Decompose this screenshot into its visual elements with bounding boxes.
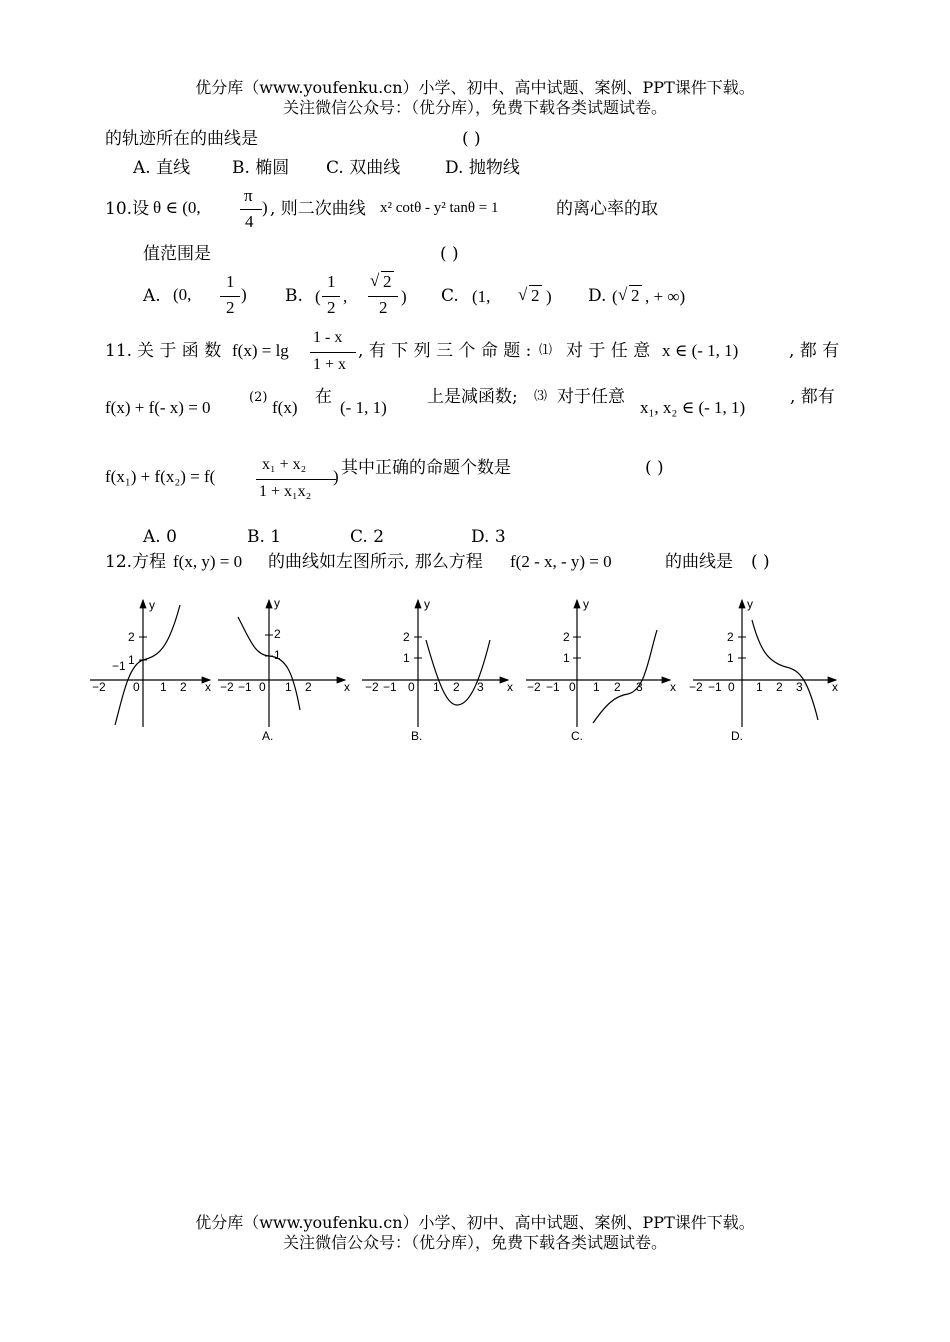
q9-answer-paren: ( ) (462, 129, 481, 149)
q11-after: , 有 下 列 三 个 命 题 : (358, 341, 532, 361)
svg-text:−1: −1 (383, 680, 397, 694)
q10-option-a-bar (220, 296, 240, 297)
svg-text:2: 2 (563, 630, 570, 644)
q12-eq1: f(x, y) = 0 (173, 552, 243, 571)
svg-text:0: 0 (259, 680, 266, 694)
q11-p2-interval: (- 1, 1) (340, 398, 387, 417)
q10-suffix: 的离心率的取 (556, 199, 658, 219)
svg-text:D.: D. (731, 729, 743, 743)
graph-option-c (526, 600, 670, 727)
q11-answer-paren: ( ) (645, 458, 664, 478)
svg-text:C.: C. (571, 729, 583, 743)
svg-text:B.: B. (411, 729, 423, 743)
q11-line3-bar (256, 479, 336, 480)
q10-option-a-num: 1 (226, 272, 235, 291)
svg-text:2: 2 (776, 680, 783, 694)
q11-frac-den: 1 + x (313, 356, 347, 373)
q10-four: 4 (245, 212, 254, 231)
q11-line3-close: ) (333, 467, 339, 486)
q12-t3: 的曲线是 (665, 552, 733, 572)
q10-number: 10. (105, 199, 133, 219)
svg-text:x: x (205, 680, 211, 694)
q12-graphs (0, 590, 950, 750)
q9-option-a: A. 直线 (133, 158, 191, 178)
q11-option-a: A. 0 (143, 527, 177, 547)
q10-option-c-close: ) (546, 287, 552, 306)
q10-mid: , 则二次曲线 (270, 199, 366, 219)
q11-option-b: B. 1 (247, 527, 282, 547)
graph-option-d (693, 600, 836, 727)
svg-text:x: x (832, 680, 838, 694)
q10-equation: x² cotθ - y² tanθ = 1 (380, 200, 499, 216)
q11-p1: 对 于 任 意 (566, 341, 651, 361)
svg-text:0: 0 (728, 680, 735, 694)
q10-pi: π (244, 186, 253, 205)
svg-text:−1: −1 (238, 680, 252, 694)
svg-text:−1: −1 (112, 659, 126, 673)
q10-option-b-comma: , (343, 287, 348, 306)
graph-option-a (218, 600, 345, 727)
svg-text:−2: −2 (92, 680, 106, 694)
svg-text:1: 1 (563, 651, 570, 665)
q10-option-c-rad: 2 (531, 286, 540, 305)
svg-text:x: x (670, 680, 676, 694)
q12-answer-paren: ( ) (751, 552, 770, 572)
svg-text:x: x (344, 680, 350, 694)
svg-text:1: 1 (274, 648, 281, 662)
q10-option-d-rad: 2 (631, 286, 640, 305)
svg-text:2: 2 (305, 680, 312, 694)
q10-option-c-sqrt-sign: √ (518, 285, 528, 304)
q11-number: 11. (105, 341, 133, 361)
q11-p1-mark: ⑴ (539, 343, 553, 358)
q11-frac-bar (310, 352, 356, 353)
q9-stem: 的轨迹所在的曲线是 (105, 129, 258, 149)
q11-p2-tail: 上是减函数; (427, 387, 518, 407)
svg-text:−2: −2 (689, 680, 703, 694)
q10-option-c-label: C. (441, 286, 459, 306)
q11-p2-fx: f(x) (272, 398, 298, 417)
svg-text:2: 2 (128, 630, 135, 644)
svg-text:2: 2 (403, 630, 410, 644)
q12-t1: 方程 (132, 552, 166, 572)
q11-p1-tail: , 都 有 (789, 341, 840, 361)
svg-text:A.: A. (262, 729, 274, 743)
q11-intro: 关 于 函 数 (137, 341, 222, 361)
q11-line3-tail: 其中正确的命题个数是 (341, 458, 511, 478)
svg-text:2: 2 (274, 627, 281, 641)
q10-prefix: 设 (132, 199, 149, 219)
q10-option-b-open: ( (315, 287, 321, 306)
q11-line3-den: 1 + x₁x₂ (259, 483, 312, 500)
q10-option-b-bar2 (368, 296, 398, 297)
svg-text:1: 1 (433, 680, 440, 694)
svg-text:1: 1 (128, 653, 135, 667)
q11-option-d: D. 3 (471, 527, 506, 547)
svg-text:y: y (424, 597, 430, 611)
q9-option-c: C. 双曲线 (326, 158, 401, 178)
q9-option-d: D. 抛物线 (445, 158, 520, 178)
svg-text:y: y (583, 597, 589, 611)
q10-fraction-bar (240, 209, 262, 210)
svg-text:−1: −1 (546, 680, 560, 694)
q11-p2-in: 在 (315, 387, 332, 407)
svg-text:2: 2 (453, 680, 460, 694)
svg-text:3: 3 (636, 680, 643, 694)
q11-option-c: C. 2 (350, 527, 385, 547)
q11-p1-math: x ∈ (- 1, 1) (662, 341, 739, 360)
q12-number: 12. (105, 552, 133, 572)
q10-theta-range: θ ∈ (0, (153, 198, 201, 217)
q11-p3-vars: x₁, x₂ ∈ (- 1, 1) (640, 398, 746, 417)
svg-text:3: 3 (477, 680, 484, 694)
q11-p3-mark: ⑶ (534, 389, 548, 404)
svg-text:0: 0 (408, 680, 415, 694)
q10-option-d-open: ( (612, 287, 618, 306)
q10-option-a-label: A. (143, 286, 161, 306)
svg-text:y: y (149, 598, 155, 612)
q10-option-b-den2: 2 (379, 298, 388, 317)
q10-option-b-num: 1 (327, 272, 336, 291)
footer-line-1: 优分库（www.youfenku.cn）小学、初中、高中试题、案例、PPT课件下载。 (195, 1213, 755, 1232)
q10-option-a-den: 2 (226, 298, 235, 317)
svg-text:2: 2 (727, 630, 734, 644)
q10-option-c-open: (1, (472, 287, 491, 306)
q10-option-d-label: D. (588, 286, 607, 306)
svg-text:1: 1 (285, 680, 292, 694)
q10-option-d-tail: , + ∞) (645, 287, 686, 306)
svg-text:y: y (274, 596, 280, 610)
q12-t2: 的曲线如左图所示, 那么方程 (268, 552, 483, 572)
q10-line2: 值范围是 (143, 244, 211, 264)
svg-text:x: x (507, 680, 513, 694)
q10-close: ) (262, 198, 268, 217)
q11-fx: f(x) = lg (232, 341, 289, 360)
q11-line3-num: x₁ + x₂ (262, 456, 307, 473)
q11-line3-left: f(x₁) + f(x₂) = f( (105, 467, 216, 486)
q10-option-b-bar1 (322, 296, 340, 297)
q11-p3: 对于任意 (557, 387, 625, 407)
graph-original (90, 600, 210, 727)
q12-eq2: f(2 - x, - y) = 0 (510, 552, 612, 571)
q10-option-b-rad: 2 (383, 272, 392, 291)
svg-text:0: 0 (133, 680, 140, 694)
q10-option-b-close: ) (401, 287, 407, 306)
q10-answer-paren: ( ) (440, 244, 459, 264)
svg-text:−2: −2 (365, 680, 379, 694)
svg-text:2: 2 (180, 680, 187, 694)
svg-text:2: 2 (614, 680, 621, 694)
svg-text:0: 0 (569, 680, 576, 694)
svg-text:1: 1 (403, 651, 410, 665)
footer-line-2: 关注微信公众号：（优分库），免费下载各类试题试卷。 (282, 1233, 667, 1252)
header-line-2: 关注微信公众号：（优分库），免费下载各类试题试卷。 (282, 98, 667, 117)
svg-text:y: y (747, 597, 753, 611)
header-line-1: 优分库（www.youfenku.cn）小学、初中、高中试题、案例、PPT课件下载。 (195, 78, 755, 97)
q10-option-a-close: ) (241, 285, 247, 304)
q11-p2-mark: (2) (249, 390, 268, 405)
svg-text:1: 1 (727, 651, 734, 665)
q10-option-a-open: (0, (173, 285, 192, 304)
q11-line2-math: f(x) + f(- x) = 0 (105, 398, 211, 417)
q10-option-b-den1: 2 (327, 298, 336, 317)
q10-option-b-label: B. (285, 286, 303, 306)
svg-text:1: 1 (160, 680, 167, 694)
q9-option-b: B. 椭圆 (232, 158, 290, 178)
svg-text:−2: −2 (527, 680, 541, 694)
graph-option-b (362, 600, 508, 727)
svg-text:1: 1 (593, 680, 600, 694)
q11-p3-tail: , 都有 (790, 387, 835, 407)
svg-text:3: 3 (796, 680, 803, 694)
svg-text:1: 1 (756, 680, 763, 694)
svg-text:−1: −1 (708, 680, 722, 694)
svg-text:−2: −2 (220, 680, 234, 694)
q11-frac-num: 1 - x (313, 329, 343, 346)
q10-option-b-sqrt-sign: √ (370, 271, 380, 290)
q10-option-d-sqrt-sign: √ (618, 285, 628, 304)
